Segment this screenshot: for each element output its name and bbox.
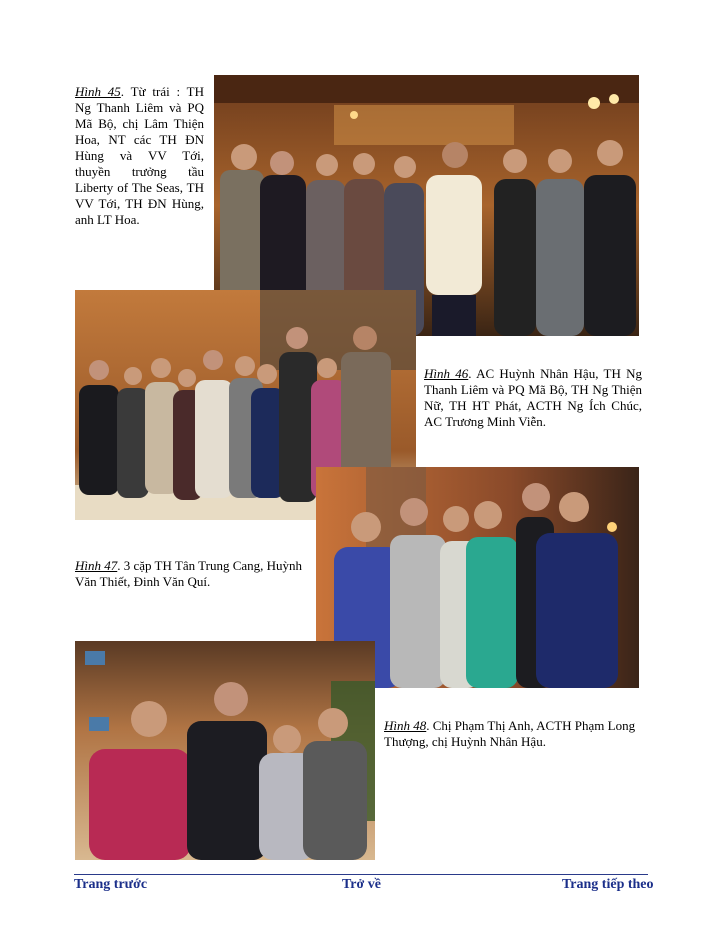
figure-47-label: Hình 47	[75, 558, 118, 573]
caption-figure-48	[384, 718, 646, 750]
photo-figure-48	[75, 641, 375, 860]
figure-45-text: . Từ trái : TH Ng Thanh Liêm và PQ Mã Bộ, chị Lâm Thiện Hoa, NT các TH ĐN Hùng và VV Tới, thuyền trưởng tầu Liberty of The Seas, TH VV Tới, TH ĐN Hùng, anh LT Hoa.	[75, 84, 205, 227]
figure-47-text: . 3 cặp TH Tân Trung Cang, Huỳnh Văn Thiết, Đinh Văn Quí.	[75, 558, 303, 589]
figure-45-label: Hình 45	[75, 84, 121, 99]
figure-46-text: . AC Huỳnh Nhân Hậu, TH Ng Thanh Liêm và PQ Mã Bộ, TH Ng Thiện Nữ, TH HT Phát, ACTH Ng Ích Chúc, AC Trương Minh Viễn.	[424, 366, 642, 429]
back-link[interactable]: Trở về	[342, 877, 381, 892]
figure-48-label: Hình 48	[384, 718, 427, 733]
figure-48-text: . Chị Phạm Thị Anh, ACTH Phạm Long Thượng, chị Huỳnh Nhân Hậu.	[384, 718, 636, 749]
figure-46-label: Hình 46	[424, 366, 469, 381]
caption-figure-47	[75, 558, 309, 590]
footer-divider	[74, 874, 648, 875]
caption-figure-45	[75, 84, 204, 228]
caption-figure-46	[424, 366, 642, 430]
prev-page-link[interactable]: Trang trước	[74, 877, 148, 892]
next-page-link[interactable]: Trang tiếp theo	[562, 877, 654, 892]
